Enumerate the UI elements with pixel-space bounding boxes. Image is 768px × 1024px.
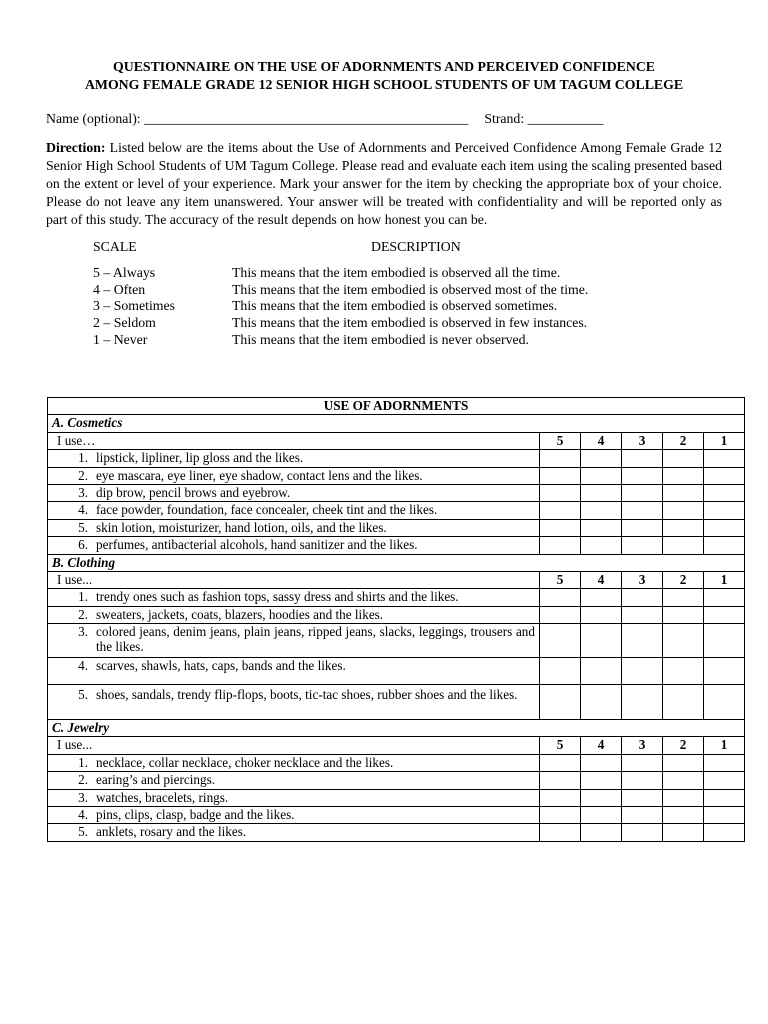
table-row: [48, 484, 745, 501]
scale-description: This means that the item embodied is observed most of the time.: [232, 281, 589, 297]
item-number: 2.: [78, 772, 88, 788]
checkbox-1[interactable]: [704, 772, 745, 789]
scale-label: 5 – Always: [93, 264, 156, 280]
checkbox-3[interactable]: [622, 754, 663, 771]
item-number: 5.: [78, 687, 88, 703]
respondent-info: [46, 110, 722, 128]
scale-description: This means that the item embodied is observed all the time.: [232, 264, 561, 280]
checkbox-2[interactable]: [663, 772, 704, 789]
item-text: watches, bracelets, rings.: [96, 789, 229, 805]
item-number: 1.: [78, 589, 88, 605]
table-row: [48, 537, 745, 554]
scale-label: 2 – Seldom: [93, 315, 156, 331]
checkbox-2[interactable]: [663, 807, 704, 824]
column-header-1: 1: [704, 737, 745, 754]
column-header-3: 3: [622, 737, 663, 754]
checkbox-5[interactable]: [540, 519, 581, 536]
scale-row: [46, 315, 722, 332]
checkbox-2[interactable]: [663, 519, 704, 536]
item-number: 4.: [78, 502, 88, 518]
checkbox-2[interactable]: [663, 685, 704, 720]
item-text: sweaters, jackets, coats, blazers, hoodies and the likes.: [96, 606, 384, 622]
checkbox-5[interactable]: [540, 807, 581, 824]
checkbox-3[interactable]: [622, 685, 663, 720]
table-row: [48, 807, 745, 824]
column-header-5: 5: [540, 571, 581, 588]
checkbox-1[interactable]: [704, 807, 745, 824]
scale-description: This means that the item embodied is never observed.: [232, 332, 529, 348]
checkbox-2[interactable]: [663, 484, 704, 501]
checkbox-1[interactable]: [704, 789, 745, 806]
item-number: 5.: [78, 519, 88, 535]
description-column-header: DESCRIPTION: [371, 238, 461, 254]
column-header-3: 3: [622, 571, 663, 588]
item-text: lipstick, lipliner, lip gloss and the likes.: [96, 450, 304, 466]
direction-text: Listed below are the items about the Use of Adornments and Perceived Confidence Among Female Grade 12 Senior High School Students of UM Tagum College. Please read and evaluate each item using the scaling presented based on the extent or level of your experience. Mark your answer for the item by checking the appropriate box of your choice. Please do not leave any item unanswered. Your answer will be treated with confidentiality and will be reported only as part of this study. The accuracy of the result depends on how honest you can be.: [46, 139, 722, 227]
table-row: [48, 519, 745, 536]
item-text: pins, clips, clasp, badge and the likes.: [96, 807, 295, 823]
item-text: shoes, sandals, trendy flip-flops, boots, tic-tac shoes, rubber shoes and the likes.: [96, 687, 518, 703]
direction-paragraph: [46, 139, 722, 229]
adornments-table: [47, 397, 745, 842]
checkbox-3[interactable]: [622, 537, 663, 554]
checkbox-1[interactable]: [704, 658, 745, 685]
checkbox-5[interactable]: [540, 450, 581, 467]
column-header-2: 2: [663, 737, 704, 754]
checkbox-1[interactable]: [704, 754, 745, 771]
checkbox-2[interactable]: [663, 754, 704, 771]
checkbox-3[interactable]: [622, 789, 663, 806]
checkbox-4[interactable]: [581, 502, 622, 519]
table-row: [48, 658, 745, 685]
table-row: [48, 606, 745, 623]
section-title-jewelry: C. Jewelry: [48, 720, 745, 737]
checkbox-5[interactable]: [540, 467, 581, 484]
item-number: 1.: [78, 754, 88, 770]
checkbox-1[interactable]: [704, 484, 745, 501]
column-header-3: 3: [622, 432, 663, 449]
checkbox-3[interactable]: [622, 807, 663, 824]
item-text: earing’s and piercings.: [96, 772, 216, 788]
table-row: [48, 754, 745, 771]
name-field[interactable]: Name (optional): _______________________________________________: [46, 111, 469, 126]
checkbox-2[interactable]: [663, 824, 704, 841]
checkbox-5[interactable]: [540, 484, 581, 501]
item-number: 2.: [78, 467, 88, 483]
item-number: 6.: [78, 537, 88, 553]
checkbox-3[interactable]: [622, 772, 663, 789]
checkbox-3[interactable]: [622, 624, 663, 658]
item-text: face powder, foundation, face concealer, cheek tint and the likes.: [96, 502, 438, 518]
scale-description: This means that the item embodied is observed sometimes.: [232, 298, 558, 314]
column-header-1: 1: [704, 571, 745, 588]
strand-field[interactable]: Strand: ___________: [484, 111, 604, 126]
table-row: [48, 772, 745, 789]
scale-label: 3 – Sometimes: [93, 298, 176, 314]
checkbox-2[interactable]: [663, 606, 704, 623]
column-header-5: 5: [540, 737, 581, 754]
checkbox-1[interactable]: [704, 624, 745, 658]
item-text: colored jeans, denim jeans, plain jeans, ripped jeans, slacks, leggings, trousers and the likes.: [96, 624, 535, 655]
section-title-cosmetics: A. Cosmetics: [48, 415, 745, 432]
item-number: 2.: [78, 606, 88, 622]
table-row: [48, 685, 745, 720]
checkbox-1[interactable]: [704, 606, 745, 623]
item-text: skin lotion, moisturizer, hand lotion, oils, and the likes.: [96, 519, 387, 535]
column-header-2: 2: [663, 432, 704, 449]
title-line-2: AMONG FEMALE GRADE 12 SENIOR HIGH SCHOOL STUDENTS OF UM TAGUM COLLEGE: [84, 77, 684, 92]
checkbox-1[interactable]: [704, 450, 745, 467]
item-number: 3.: [78, 789, 88, 805]
checkbox-4[interactable]: [581, 789, 622, 806]
checkbox-1[interactable]: [704, 537, 745, 554]
checkbox-2[interactable]: [663, 624, 704, 658]
direction-label: Direction:: [46, 139, 106, 155]
scale-row: [46, 332, 722, 349]
checkbox-2[interactable]: [663, 658, 704, 685]
document-title: [46, 58, 722, 94]
scale-description: This means that the item embodied is observed in few instances.: [232, 315, 588, 331]
column-header-4: 4: [581, 432, 622, 449]
checkbox-4[interactable]: [581, 519, 622, 536]
checkbox-4[interactable]: [581, 589, 622, 606]
section-prompt: I use...: [48, 571, 540, 588]
checkbox-4[interactable]: [581, 685, 622, 720]
table-title: USE OF ADORNMENTS: [48, 398, 745, 415]
item-number: 5.: [78, 824, 88, 840]
checkbox-5[interactable]: [540, 502, 581, 519]
checkbox-1[interactable]: [704, 502, 745, 519]
checkbox-4[interactable]: [581, 537, 622, 554]
checkbox-5[interactable]: [540, 789, 581, 806]
item-text: anklets, rosary and the likes.: [96, 824, 247, 840]
title-line-1: QUESTIONNAIRE ON THE USE OF ADORNMENTS AND PERCEIVED CONFIDENCE: [113, 59, 655, 74]
table-row: [48, 589, 745, 606]
checkbox-4[interactable]: [581, 807, 622, 824]
scale-row: [46, 298, 722, 315]
questionnaire-page: [46, 58, 722, 349]
checkbox-2[interactable]: [663, 589, 704, 606]
column-header-4: 4: [581, 737, 622, 754]
table-row: [48, 789, 745, 806]
checkbox-4[interactable]: [581, 772, 622, 789]
checkbox-1[interactable]: [704, 685, 745, 720]
checkbox-2[interactable]: [663, 502, 704, 519]
section-prompt: I use...: [48, 737, 540, 754]
checkbox-3[interactable]: [622, 484, 663, 501]
scale-label: 4 – Often: [93, 281, 146, 297]
table-row: [48, 824, 745, 841]
scale-label: 1 – Never: [93, 332, 148, 348]
checkbox-1[interactable]: [704, 519, 745, 536]
item-text: eye mascara, eye liner, eye shadow, contact lens and the likes.: [96, 467, 423, 483]
item-number: 1.: [78, 450, 88, 466]
scale-row: [46, 265, 722, 282]
checkbox-3[interactable]: [622, 450, 663, 467]
checkbox-5[interactable]: [540, 685, 581, 720]
checkbox-5[interactable]: [540, 772, 581, 789]
item-text: dip brow, pencil brows and eyebrow.: [96, 484, 291, 500]
table-row: [48, 502, 745, 519]
checkbox-3[interactable]: [622, 589, 663, 606]
table-row: [48, 624, 745, 658]
column-header-2: 2: [663, 571, 704, 588]
scale-header: [46, 238, 722, 256]
item-number: 4.: [78, 658, 88, 674]
table-row: [48, 467, 745, 484]
scale-column-header: SCALE: [93, 238, 137, 254]
checkbox-3[interactable]: [622, 502, 663, 519]
checkbox-3[interactable]: [622, 519, 663, 536]
item-number: 3.: [78, 484, 88, 500]
checkbox-2[interactable]: [663, 467, 704, 484]
column-header-1: 1: [704, 432, 745, 449]
item-text: necklace, collar necklace, choker necklace and the likes.: [96, 754, 394, 770]
checkbox-5[interactable]: [540, 824, 581, 841]
checkbox-3[interactable]: [622, 467, 663, 484]
checkbox-1[interactable]: [704, 589, 745, 606]
column-header-5: 5: [540, 432, 581, 449]
column-header-4: 4: [581, 571, 622, 588]
checkbox-1[interactable]: [704, 467, 745, 484]
item-text: perfumes, antibacterial alcohols, hand sanitizer and the likes.: [96, 537, 418, 553]
checkbox-1[interactable]: [704, 824, 745, 841]
checkbox-5[interactable]: [540, 754, 581, 771]
item-text: trendy ones such as fashion tops, sassy dress and shirts and the likes.: [96, 589, 459, 605]
checkbox-4[interactable]: [581, 824, 622, 841]
checkbox-5[interactable]: [540, 658, 581, 685]
checkbox-5[interactable]: [540, 537, 581, 554]
table-row: [48, 450, 745, 467]
checkbox-3[interactable]: [622, 824, 663, 841]
checkbox-4[interactable]: [581, 606, 622, 623]
checkbox-2[interactable]: [663, 450, 704, 467]
checkbox-3[interactable]: [622, 606, 663, 623]
checkbox-5[interactable]: [540, 624, 581, 658]
checkbox-4[interactable]: [581, 450, 622, 467]
checkbox-5[interactable]: [540, 606, 581, 623]
checkbox-4[interactable]: [581, 658, 622, 685]
item-text: scarves, shawls, hats, caps, bands and the likes.: [96, 658, 346, 674]
scale-legend: [46, 265, 722, 349]
item-number: 3.: [78, 624, 88, 640]
scale-row: [46, 282, 722, 299]
checkbox-4[interactable]: [581, 624, 622, 658]
checkbox-5[interactable]: [540, 589, 581, 606]
section-title-clothing: B. Clothing: [48, 554, 745, 571]
item-number: 4.: [78, 807, 88, 823]
checkbox-4[interactable]: [581, 467, 622, 484]
checkbox-3[interactable]: [622, 658, 663, 685]
checkbox-2[interactable]: [663, 789, 704, 806]
section-prompt: I use…: [48, 432, 540, 449]
checkbox-2[interactable]: [663, 537, 704, 554]
checkbox-4[interactable]: [581, 484, 622, 501]
checkbox-4[interactable]: [581, 754, 622, 771]
